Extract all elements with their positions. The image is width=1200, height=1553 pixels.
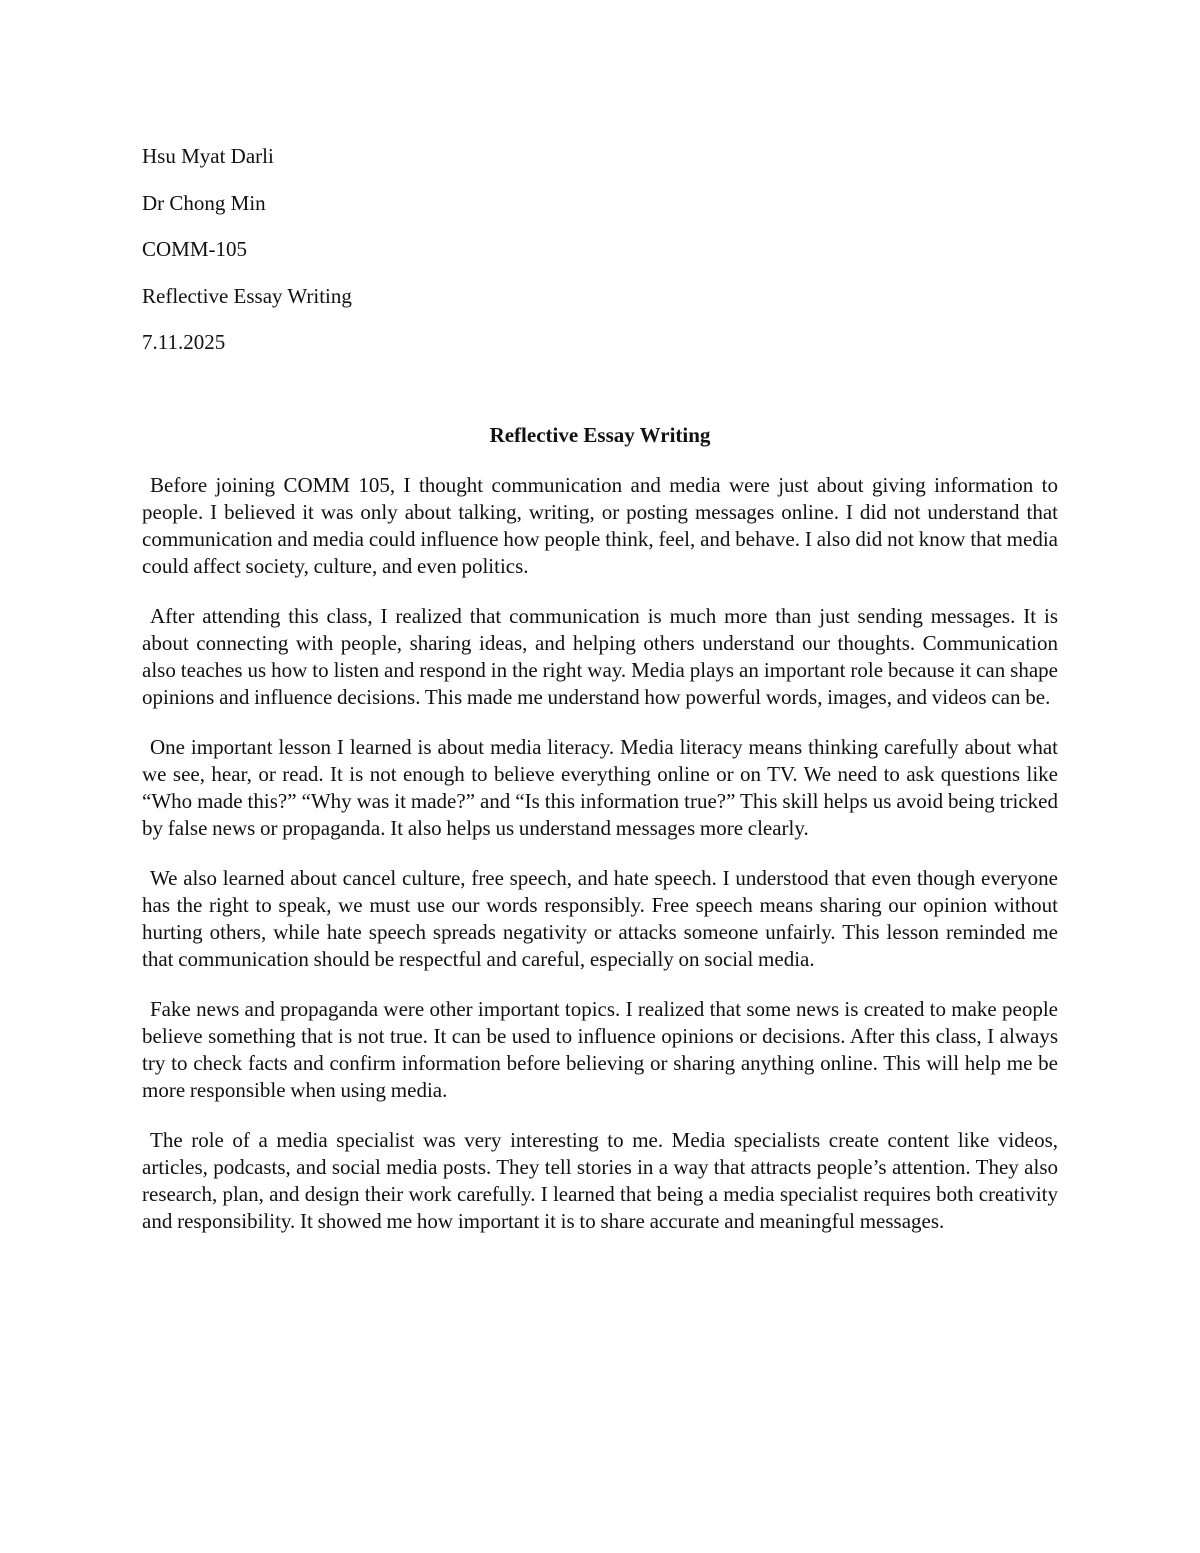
instructor-name: Dr Chong Min	[142, 190, 266, 215]
essay-paragraph: Before joining COMM 105, I thought communication and media were just about giving information to people. I believed it was only about talking, writing, or posting messages online. I did not understand that communication and media could influence how people think, feel, and behave. I also did not know that media could affect society, culture, and even politics.	[142, 473, 1058, 578]
essay-paragraph: After attending this class, I realized that communication is much more than just sending messages. It is about connecting with people, sharing ideas, and helping others understand our thoughts. Communication also teaches us how to listen and respond in the right way. Media plays an important role because it can shape opinions and influence decisions. This made me understand how powerful words, images, and videos can be.	[142, 604, 1058, 709]
essay-title: Reflective Essay Writing	[489, 423, 711, 447]
essay-paragraph: One important lesson I learned is about media literacy. Media literacy means thinking carefully about what we see, hear, or read. It is not enough to believe everything online or on TV. We need to ask questions like “Who made this?” “Why was it made?” and “Is this information true?” This skill helps us avoid being tricked by false news or propaganda. It also helps us understand messages more clearly.	[142, 735, 1058, 840]
document-header	[142, 141, 742, 374]
essay-paragraph: The role of a media specialist was very interesting to me. Media specialists create content like videos, articles, podcasts, and social media posts. They tell stories in a way that attracts people’s attention. They also research, plan, and design their work carefully. I learned that being a media specialist requires both creativity and responsibility. It showed me how important it is to share accurate and meaningful messages.	[142, 1128, 1058, 1233]
essay-paragraph: Fake news and propaganda were other important topics. I realized that some news is created to make people believe something that is not true. It can be used to influence opinions or decisions. After this class, I always try to check facts and confirm information before believing or sharing anything online. This will help me be more responsible when using media.	[142, 997, 1058, 1102]
document-date: 7.11.2025	[142, 330, 226, 354]
essay-paragraph: We also learned about cancel culture, free speech, and hate speech. I understood that even though everyone has the right to speak, we must use our words responsibly. Free speech means sharing our opinion without hurting others, while hate speech spreads negativity or attacks someone unfairly. This lesson reminded me that communication should be respectful and careful, especially on social media.	[142, 866, 1058, 971]
assignment-name: Reflective Essay Writing	[142, 283, 352, 308]
student-name: Hsu Myat Darli	[142, 144, 274, 168]
essay-body	[142, 472, 1058, 1258]
course-code: COMM-105	[142, 237, 248, 261]
